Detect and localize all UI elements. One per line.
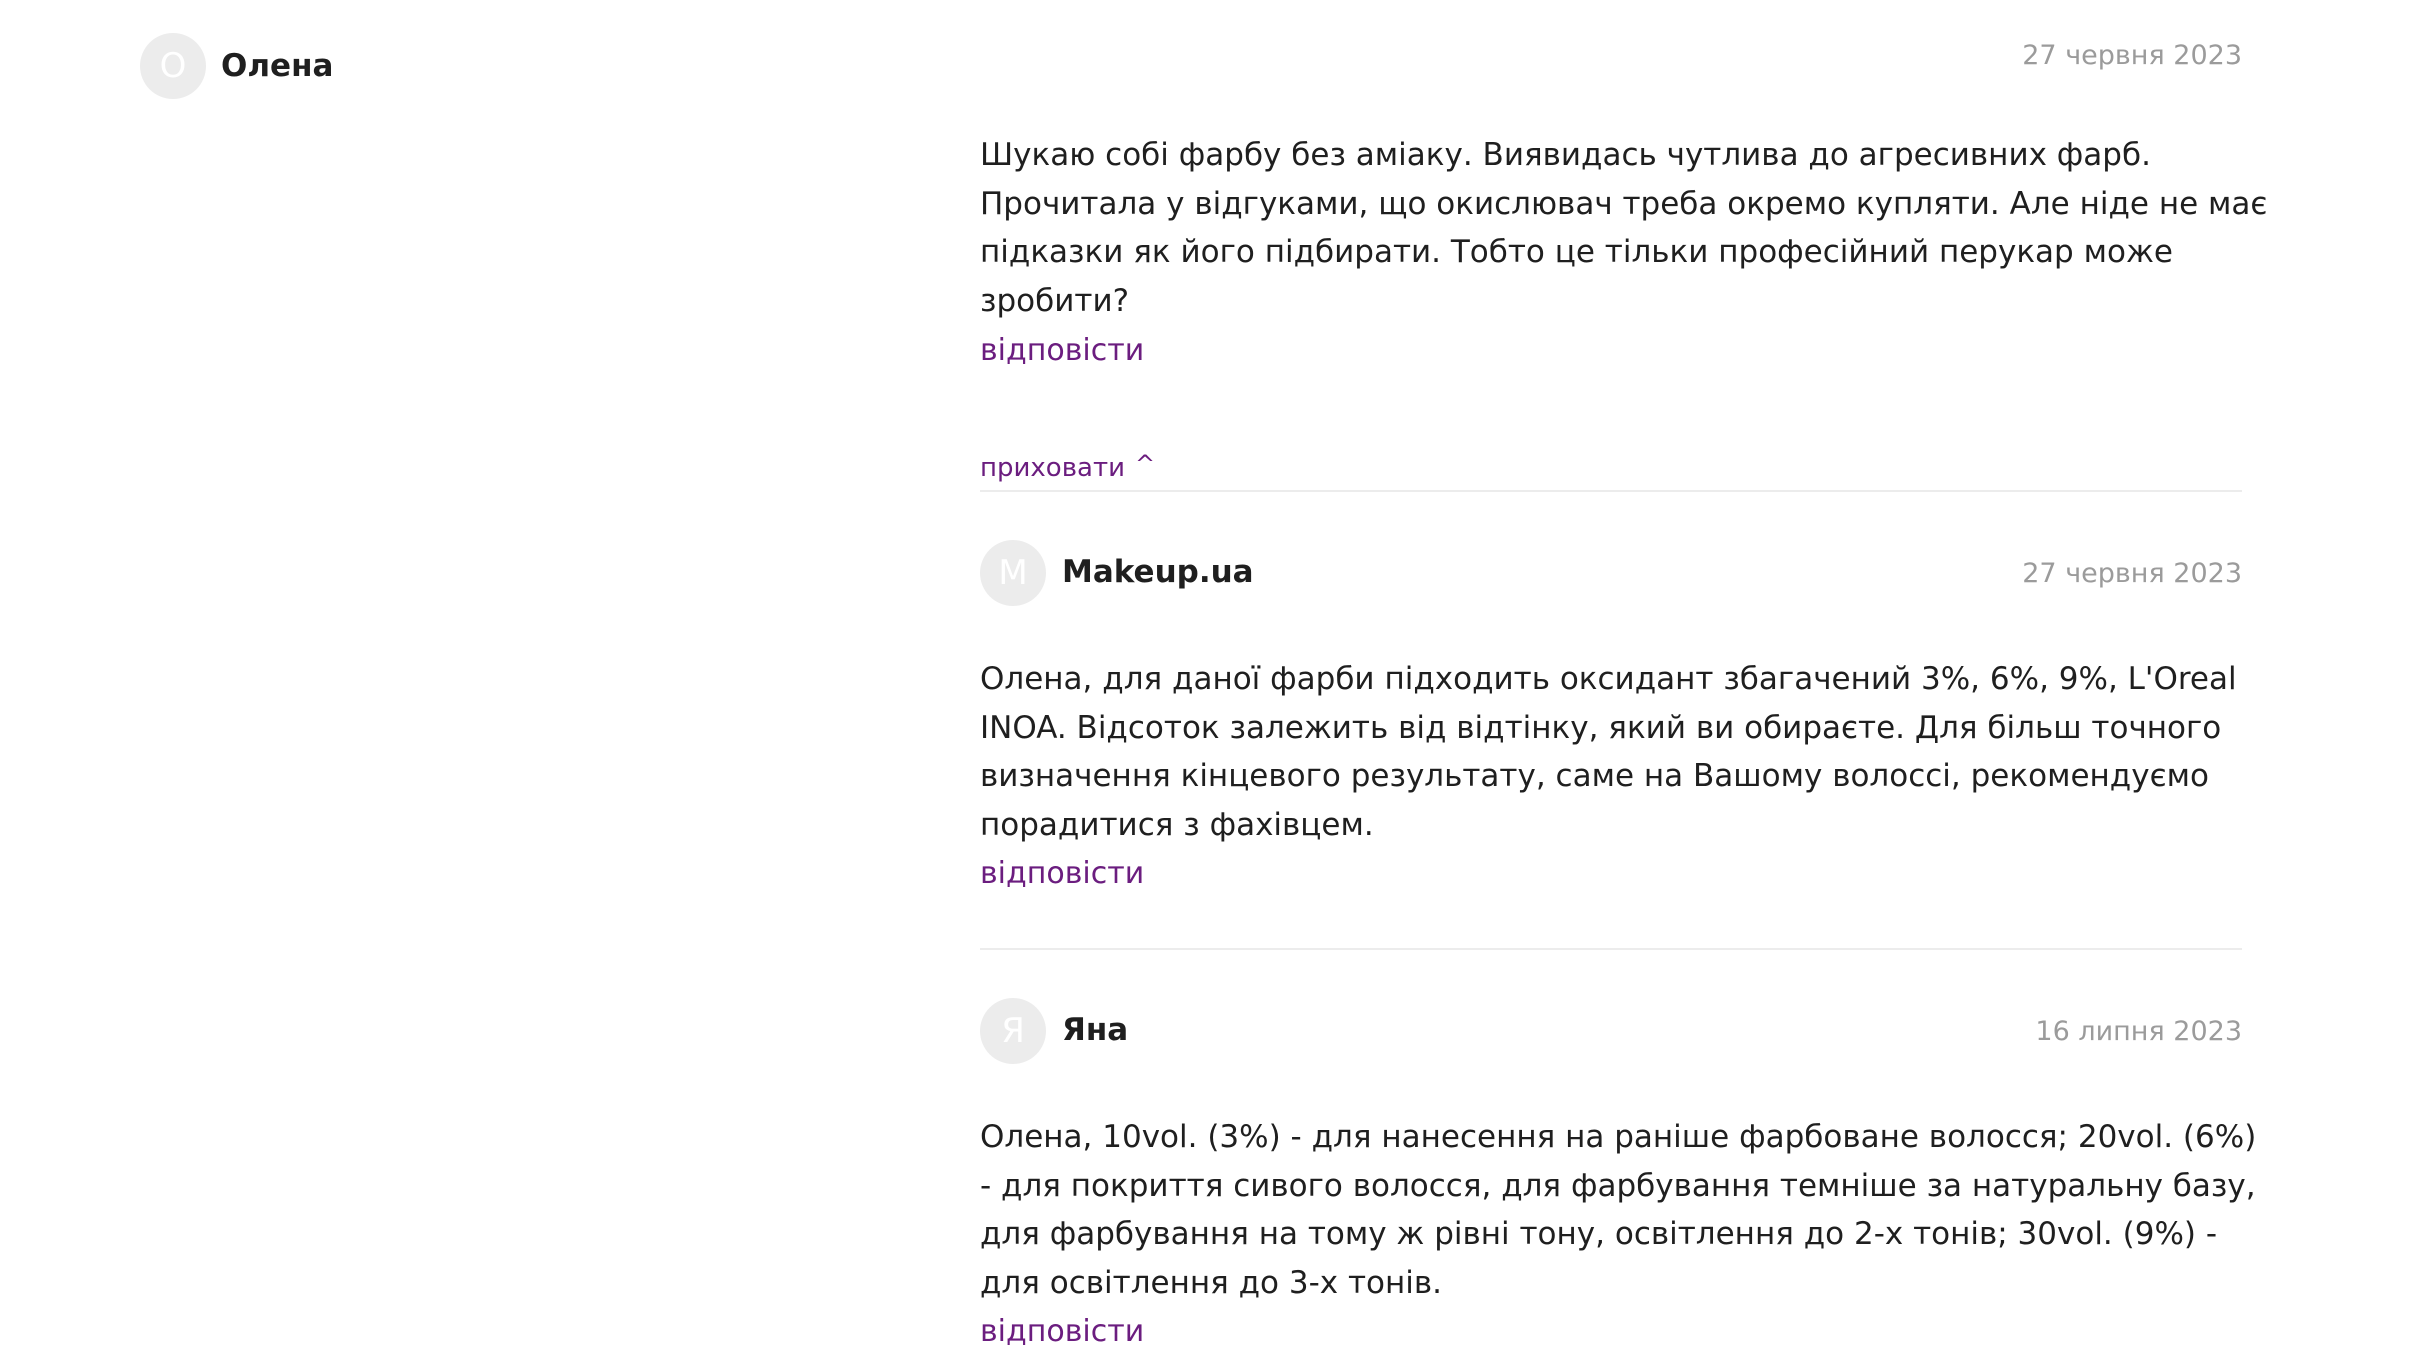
- comment-text: Шукаю собі фарбу без аміаку. Виявидась чутлива до агресивних фарб. Прочитала у відгуками, що окислювач треба окремо купляти. Але ніде не має підказки як його підбирати. Тобто це тільки професійний перукар може зробити?: [980, 137, 2268, 319]
- avatar: M: [980, 540, 1046, 606]
- reply-date: 16 липня 2023: [2035, 1016, 2242, 1047]
- divider: [980, 948, 2242, 950]
- reply-button[interactable]: відповісти: [980, 1314, 1145, 1349]
- avatar: О: [140, 33, 206, 99]
- reply-author: Яна: [1062, 1012, 1129, 1048]
- reply-button[interactable]: відповісти: [980, 333, 1145, 368]
- comment-author: Олена: [221, 48, 334, 84]
- reply-text: Олена, 10vol. (3%) - для нанесення на раніше фарбоване волосся; 20vol. (6%) - для покриття сивого волосся, для фарбування темніше за натуральну базу, для фарбування на тому ж рівні тону, освітлення до 2-х тонів; 30vol. (9%) - для освітлення до 3-х тонів.: [980, 1119, 2257, 1301]
- hide-replies-label: приховати: [980, 453, 1125, 483]
- divider: [980, 490, 2242, 492]
- chevron-up-icon: ^: [1135, 450, 1156, 478]
- avatar: Я: [980, 998, 1046, 1064]
- reply-button[interactable]: відповісти: [980, 856, 1145, 891]
- reply-author: Makeup.ua: [1062, 554, 1254, 590]
- comment-date: 27 червня 2023: [2022, 40, 2242, 71]
- hide-replies-button[interactable]: [980, 446, 1155, 486]
- reply-text: Олена, для даної фарби підходить оксидант збагачений 3%, 6%, 9%, L'Oreal INOA. Відсоток залежить від відтінку, який ви обираєте. Для більш точного визначення кінцевого результату, саме на Вашому волоссі, рекомендуємо порадитися з фахівцем.: [980, 661, 2237, 843]
- reply-date: 27 червня 2023: [2022, 558, 2242, 589]
